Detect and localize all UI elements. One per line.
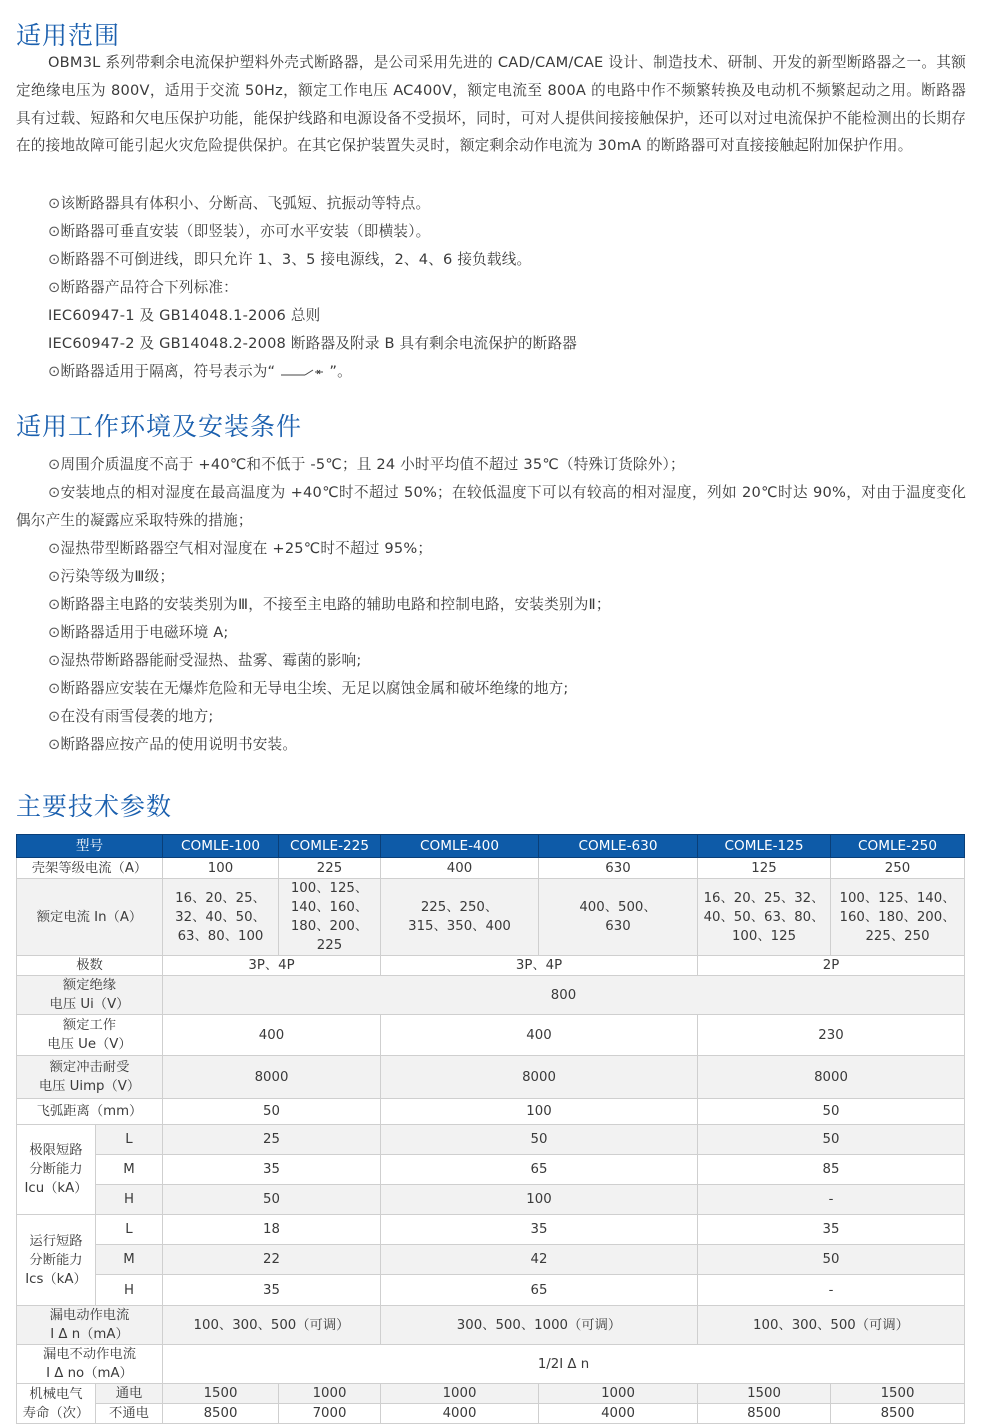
env-item xyxy=(48,619,229,647)
bullet-icon: ⊙ xyxy=(48,652,61,669)
table-row xyxy=(17,1306,965,1345)
cell-line: 100、125、 xyxy=(290,881,369,896)
standard-line: IEC60947-2 及 GB14048.2-2008 断路器及附录 B 具有剩余电流保护的断路器 xyxy=(48,335,578,352)
label-line: 额定冲击耐受 xyxy=(49,1060,130,1075)
bullet-icon: ⊙ xyxy=(48,195,61,212)
cell: 3P、4P xyxy=(163,956,381,976)
grade-cell: L xyxy=(96,1215,163,1245)
cell: 400 xyxy=(381,858,539,879)
env-item-text: 断路器主电路的安装类别为Ⅲ，不接至主电路的辅助电路和控制电路，安装类别为Ⅱ； xyxy=(60,596,611,613)
cell: - xyxy=(698,1275,965,1306)
cell: 3P、4P xyxy=(381,956,698,976)
cell: 100 xyxy=(163,858,279,879)
table-row xyxy=(17,1345,965,1384)
cell: 8000 xyxy=(163,1056,381,1099)
table-row xyxy=(17,1099,965,1125)
env-item-text: 周围介质温度不高于 +40℃和不低于 -5℃；且 24 小时平均值不超过 35℃（特殊订货除外）； xyxy=(60,456,685,473)
row-label xyxy=(17,1215,96,1306)
cell: 1000 xyxy=(539,1384,698,1404)
scope-item-isolation xyxy=(48,358,352,386)
cell-line: 16、20、25、 xyxy=(175,890,266,906)
env-item xyxy=(48,591,611,619)
cell: 8500 xyxy=(698,1404,831,1424)
row-label xyxy=(17,1384,96,1424)
cell: 8500 xyxy=(163,1404,279,1424)
cell: 50 xyxy=(698,1125,965,1155)
label-line: 电压 Uimp（V） xyxy=(38,1079,141,1094)
env-item-text: 湿热带型断路器空气相对湿度在 +25℃时不超过 95%； xyxy=(60,540,433,557)
env-item xyxy=(48,675,569,703)
table-row xyxy=(17,1185,965,1215)
cell xyxy=(831,879,965,956)
cell: 400 xyxy=(381,1015,698,1056)
section-title-scope: 适用范围 xyxy=(16,21,121,50)
cell: 225 xyxy=(279,858,381,879)
cell: 50 xyxy=(381,1125,698,1155)
table-header-row xyxy=(17,835,965,858)
bullet-icon: ⊙ xyxy=(48,279,61,296)
label-line: 分断能力 xyxy=(29,1162,83,1177)
env-item xyxy=(48,703,214,731)
cell-line: 40、50、63、80、 xyxy=(703,909,825,925)
cell: 1500 xyxy=(698,1384,831,1404)
cell: 7000 xyxy=(279,1404,381,1424)
label-line: 额定工作 xyxy=(62,1018,117,1033)
label-line: 运行短路 xyxy=(29,1233,83,1249)
row-label xyxy=(17,1125,96,1215)
grade-cell: H xyxy=(96,1275,163,1306)
label-line: Icu（kA） xyxy=(24,1181,88,1196)
label-line: 漏电动作电流 xyxy=(49,1308,130,1323)
grade-cell: L xyxy=(96,1125,163,1155)
cell: 18 xyxy=(163,1215,381,1245)
cell: 1500 xyxy=(831,1384,965,1404)
row-label: 额定电流 In（A） xyxy=(17,879,163,956)
bullet-icon: ⊙ xyxy=(48,484,61,501)
grade-cell: M xyxy=(96,1155,163,1185)
scope-item-text: 该断路器具有体积小、分断高、飞弧短、抗振动等特点。 xyxy=(60,195,431,212)
row-label xyxy=(17,1056,163,1099)
cell: 8000 xyxy=(381,1056,698,1099)
cell: 35 xyxy=(163,1155,381,1185)
cell-line: 630 xyxy=(605,919,631,934)
label-line: I Δ no（mA） xyxy=(46,1366,133,1381)
table-row xyxy=(17,1245,965,1275)
header-col: COMLE-125 xyxy=(698,835,831,858)
cell: 1/2I Δ n xyxy=(163,1345,965,1384)
env-item-text: 污染等级为Ⅲ级； xyxy=(60,568,175,585)
header-col: COMLE-250 xyxy=(831,835,965,858)
table-row xyxy=(17,1215,965,1245)
label-line: 分断能力 xyxy=(29,1252,83,1268)
scope-item xyxy=(48,246,531,274)
cell: 65 xyxy=(381,1155,698,1185)
row-label: 壳架等级电流（A） xyxy=(17,858,163,879)
cell-line: 225、250 xyxy=(865,928,930,944)
cell: 2P xyxy=(698,956,965,976)
label-line: 寿命（次） xyxy=(22,1405,90,1421)
cell: 35 xyxy=(698,1215,965,1245)
header-model: 型号 xyxy=(17,835,163,858)
cell: 50 xyxy=(698,1099,965,1125)
bullet-icon: ⊙ xyxy=(48,708,61,725)
scope-item xyxy=(48,274,238,302)
label-line: I Δ n（mA） xyxy=(50,1327,129,1342)
bullet-icon: ⊙ xyxy=(48,596,61,613)
scope-item xyxy=(48,218,430,246)
cell: 22 xyxy=(163,1245,381,1275)
row-label: 极数 xyxy=(17,956,163,976)
cell-line: 100、125、140、 xyxy=(839,890,956,906)
header-col: COMLE-100 xyxy=(163,835,279,858)
table-row xyxy=(17,1056,965,1099)
cell-line: 180、200、225 xyxy=(290,919,369,953)
env-item xyxy=(48,451,685,479)
env-item-text: 湿热带断路器能耐受湿热、盐雾、霉菌的影响; xyxy=(60,652,362,669)
cell: 100 xyxy=(381,1185,698,1215)
cell xyxy=(279,879,381,956)
label-line: 机械电气 xyxy=(29,1386,83,1402)
cell: 250 xyxy=(831,858,965,879)
env-item-text: 安装地点的相对湿度在最高温度为 +40℃时不超过 50%；在较低温度下可以有较高的相对湿度，列如 20℃时达 90%，对由于温度变化偶尔产生的凝露应采取特殊的措施； xyxy=(16,484,966,529)
cell: 1500 xyxy=(163,1384,279,1404)
cell: 630 xyxy=(539,858,698,879)
isolation-text-end: ”。 xyxy=(329,363,352,380)
cell: 35 xyxy=(381,1215,698,1245)
cell: 1000 xyxy=(381,1384,539,1404)
cell: 8000 xyxy=(698,1056,965,1099)
scope-item xyxy=(48,190,430,218)
cell: 100、300、500（可调） xyxy=(163,1306,381,1345)
cell: 42 xyxy=(381,1245,698,1275)
bullet-icon: ⊙ xyxy=(48,251,61,268)
table-row xyxy=(17,976,965,1015)
cell-line: 160、180、200、 xyxy=(839,909,956,925)
table-row xyxy=(17,1384,965,1404)
row-label xyxy=(17,1345,163,1384)
grade-cell: H xyxy=(96,1185,163,1215)
bullet-icon: ⊙ xyxy=(48,540,61,557)
env-item xyxy=(48,647,361,675)
scope-intro: OBM3L 系列带剩余电流保护塑料外壳式断路器，是公司采用先进的 CAD/CAM/CAE 设计、制造技术、研制、开发的新型断路器之一。其额定绝缘电压为 800V，适用于交流 50Hz，额定工作电压 AC400V，额定电流至 800A 的电路中作不频繁转换及电动机不频繁起动之用。断路器具有过载、短路和欠电压保护功能，能保护线路和电源设备不受损坏，同时，可对人提供间接接触保护，还可以对过电流保护不能检测出的长期存在的接地故障可能引起火灾危险提供保护。在其它保护装置失灵时，额定剩余动作电流为 30mA 的断路器可对直接接触起附加保护作用。 xyxy=(16,54,966,155)
table-row xyxy=(17,1155,965,1185)
bullet-icon: ⊙ xyxy=(48,568,61,585)
cell: 4000 xyxy=(539,1404,698,1424)
label-line: 额定绝缘 xyxy=(62,978,117,993)
bullet-icon: ⊙ xyxy=(48,456,61,473)
cell xyxy=(539,879,698,956)
cell: 800 xyxy=(163,976,965,1015)
cell: 8500 xyxy=(831,1404,965,1424)
grade-cell: M xyxy=(96,1245,163,1275)
cell-line: 225、250、 xyxy=(420,900,499,915)
cell-line: 16、20、25、32、 xyxy=(703,890,825,906)
scope-item-text: 断路器可垂直安装（即竖装），亦可水平安装（即横装）。 xyxy=(60,223,431,240)
label-line: 极限短路 xyxy=(29,1143,83,1158)
cell: 100、300、500（可调） xyxy=(698,1306,965,1345)
label-line: Ics（kA） xyxy=(25,1271,87,1287)
cell-line: 140、160、 xyxy=(290,900,369,915)
table-row xyxy=(17,1015,965,1056)
scope-item-text: 断路器不可倒进线，即只允许 1、3、5 接电源线，2、4、6 接负载线。 xyxy=(60,251,532,268)
cell-line: 63、80、100 xyxy=(177,928,264,944)
cell xyxy=(381,879,539,956)
cell: 50 xyxy=(698,1245,965,1275)
bullet-icon: ⊙ xyxy=(48,363,61,380)
cell: 300、500、1000（可调） xyxy=(381,1306,698,1345)
cell xyxy=(698,879,831,956)
row-label: 飞弧距离（mm） xyxy=(17,1099,163,1125)
env-item xyxy=(48,535,432,563)
env-item-text: 断路器应按产品的使用说明书安装。 xyxy=(60,736,298,753)
spec-table xyxy=(16,834,965,1424)
cell: 50 xyxy=(163,1099,381,1125)
cell: 230 xyxy=(698,1015,965,1056)
label-line: 漏电不动作电流 xyxy=(42,1347,137,1362)
section-title-environment: 适用工作环境及安装条件 xyxy=(16,412,303,441)
cell: 100 xyxy=(381,1099,698,1125)
cell: 65 xyxy=(381,1275,698,1306)
env-item-text: 断路器应安装在无爆炸危险和无导电尘埃、无足以腐蚀金属和破坏绝缘的地方; xyxy=(60,680,569,697)
bullet-icon: ⊙ xyxy=(48,680,61,697)
env-item-text: 断路器适用于电磁环境 A; xyxy=(60,624,229,641)
cell: - xyxy=(698,1185,965,1215)
isolation-text: 断路器适用于隔离，符号表示为“ xyxy=(60,363,276,380)
table-row xyxy=(17,879,965,956)
cell: 85 xyxy=(698,1155,965,1185)
env-item xyxy=(16,479,966,535)
header-col: COMLE-400 xyxy=(381,835,539,858)
table-row xyxy=(17,956,965,976)
cell: 1000 xyxy=(279,1384,381,1404)
cell: 400 xyxy=(163,1015,381,1056)
mode-cell: 不通电 xyxy=(96,1404,163,1424)
cell-line: 100、125 xyxy=(731,928,797,944)
cell: 35 xyxy=(163,1275,381,1306)
header-col: COMLE-630 xyxy=(539,835,698,858)
cell: 25 xyxy=(163,1125,381,1155)
label-line: 电压 Ue（V） xyxy=(47,1037,132,1052)
bullet-icon: ⊙ xyxy=(48,223,61,240)
header-col: COMLE-225 xyxy=(279,835,381,858)
cell: 4000 xyxy=(381,1404,539,1424)
label-line: 电压 Ui（V） xyxy=(49,997,130,1012)
env-item xyxy=(48,563,174,591)
cell xyxy=(163,879,279,956)
cell: 125 xyxy=(698,858,831,879)
isolator-symbol-icon xyxy=(275,365,329,379)
cell: 50 xyxy=(163,1185,381,1215)
env-item xyxy=(48,731,297,759)
standard-line: IEC60947-1 及 GB14048.1-2006 总则 xyxy=(48,307,321,324)
table-row xyxy=(17,1125,965,1155)
table-row xyxy=(17,1404,965,1424)
table-row xyxy=(17,1275,965,1306)
row-label xyxy=(17,1306,163,1345)
section-title-specs: 主要技术参数 xyxy=(16,792,173,821)
bullet-icon: ⊙ xyxy=(48,736,61,753)
env-item-text: 在没有雨雪侵袭的地方; xyxy=(60,708,214,725)
cell-line: 32、40、50、 xyxy=(175,909,266,925)
table-row xyxy=(17,858,965,879)
row-label xyxy=(17,1015,163,1056)
row-label xyxy=(17,976,163,1015)
scope-item-text: 断路器产品符合下列标准： xyxy=(60,279,238,296)
mode-cell: 通电 xyxy=(96,1384,163,1404)
cell-line: 315、350、400 xyxy=(408,919,511,934)
cell-line: 400、500、 xyxy=(579,900,657,915)
bullet-icon: ⊙ xyxy=(48,624,61,641)
